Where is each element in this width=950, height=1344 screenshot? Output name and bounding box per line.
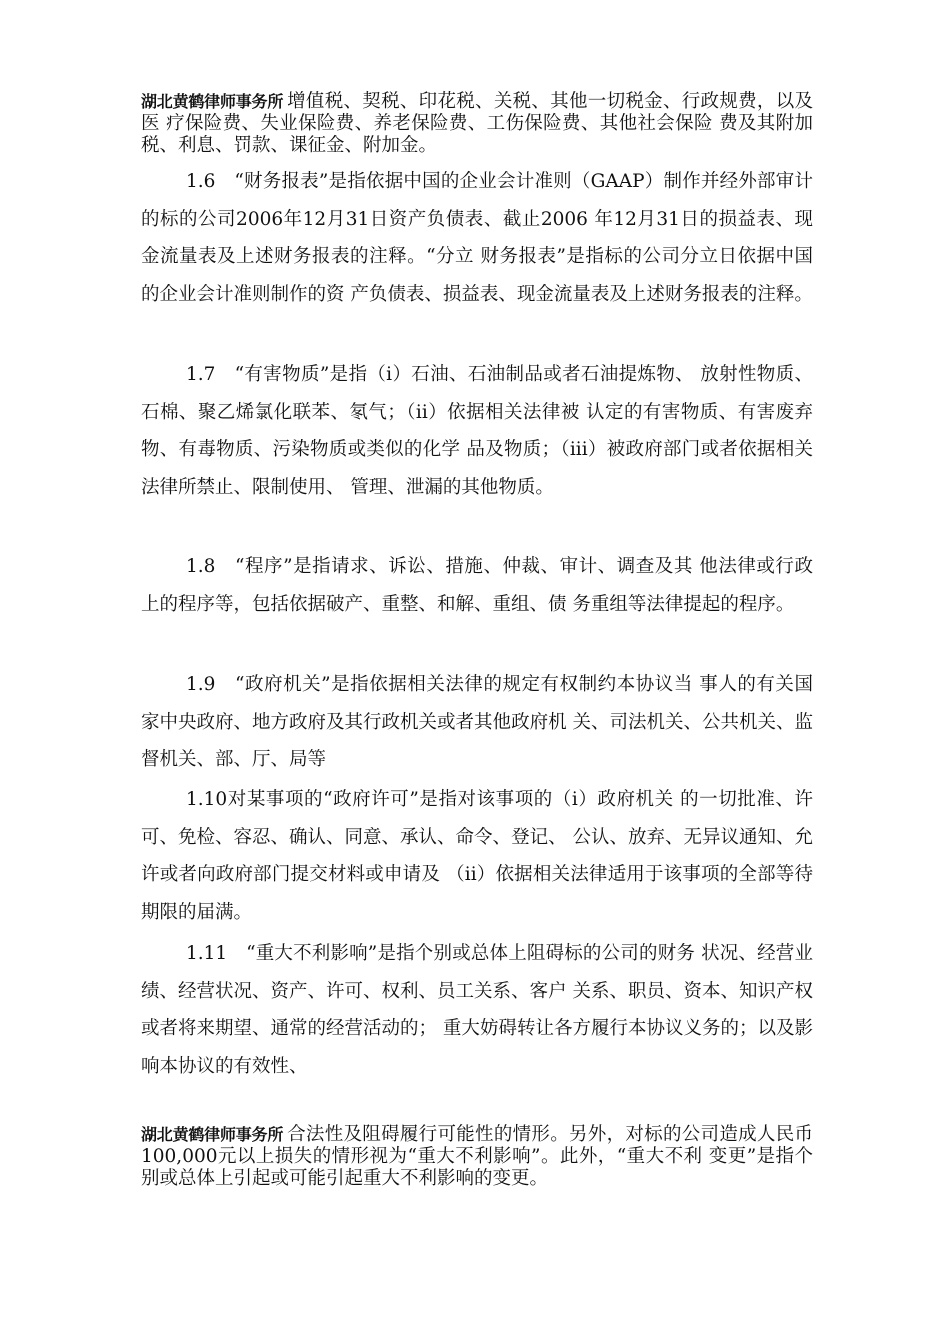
clause-text: “政府机关”是指依据相关法律的规定有权制约本协议当 事人的有关国家中央政府、地方政府及其行政机关或者其他政府机 关、司法机关、公共机关、监督机关、部、厅、局等 (141, 674, 813, 770)
page2-text: 合法性及阻碍履行可能性的情形。另外，对标的公司造成人民币 100,000元以上损失的情形视为“重大不利影响”。此外，“重大不利 变更”是指个别或总体上引起或可能引起重大不利影响的变更。 (141, 1124, 813, 1189)
clause-number: 1.10 (186, 789, 228, 810)
clause-text: “重大不利影响”是指个别或总体上阻碍标的公司的财务 状况、经营业绩、经营状况、资产、许可、权利、员工关系、客户 关系、职员、资本、知识产权或者将来期望、通常的经营活动的； 重大妨碍转让各方履行本协议义务的；以及影响本协议的有效性、 (141, 943, 813, 1077)
clause-number: 1.7 (186, 364, 216, 385)
clause-text: “程序”是指请求、诉讼、措施、仲裁、审计、调查及其 他法律或行政上的程序等，包括依据破产、重整、和解、重组、债 务重组等法律提起的程序。 (141, 556, 813, 615)
clause-1-8 (141, 548, 813, 623)
clause-1-11 (141, 935, 813, 1085)
clause-text: “有害物质”是指（i）石油、石油制品或者石油提炼物、 放射性物质、石棉、聚乙烯氯化联苯、氡气；（ii）依据相关法律被 认定的有害物质、有害废弃物、有毒物质、污染物质或类似的化学 品及物质；（iii）被政府部门或者依据相关法律所禁止、限制使用、 管理、泄漏的其他物质。 (141, 364, 813, 498)
page1-intro (141, 91, 813, 157)
clause-1-7 (141, 356, 813, 506)
clause-1-6 (141, 163, 813, 313)
clause-number: 1.9 (186, 674, 216, 695)
intro-text: 增值税、契税、印花税、关税、其他一切税金、行政规费，以及医 疗保险费、失业保险费、养老保险费、工伤保险费、其他社会保险 费及其附加税、利息、罚款、课征金、附加金。 (141, 91, 813, 156)
clause-1-10 (141, 781, 813, 931)
clause-text: 对某事项的“政府许可”是指对该事项的（i）政府机关 的一切批准、许可、免检、容忍、确认、同意、承认、命令、登记、 公认、放弃、无异议通知、允许或者向政府部门提交材料或申请及 （ii）依据相关法律适用于该事项的全部等待期限的届满。 (141, 789, 813, 923)
firm-name-header: 湖北黄鹤律师事务所 (141, 92, 284, 111)
clause-number: 1.8 (186, 556, 216, 577)
clause-number: 1.6 (186, 171, 216, 192)
clause-number: 1.11 (186, 943, 228, 964)
page2-block (141, 1124, 813, 1190)
clause-text: “财务报表”是指依据中国的企业会计准则（GAAP）制作并经外部审计的标的公司2006年12月31日资产负债表、截止2006 年12月31日的损益表、现金流量表及上述财务报表的注释。“分立 财务报表”是指标的公司分立日依据中国的企业会计准则制作的资 产负债表、损益表、现金流量表及上述财务报表的注释。 (141, 171, 813, 305)
clause-1-9 (141, 666, 813, 779)
firm-name-header: 湖北黄鹤律师事务所 (141, 1125, 284, 1144)
